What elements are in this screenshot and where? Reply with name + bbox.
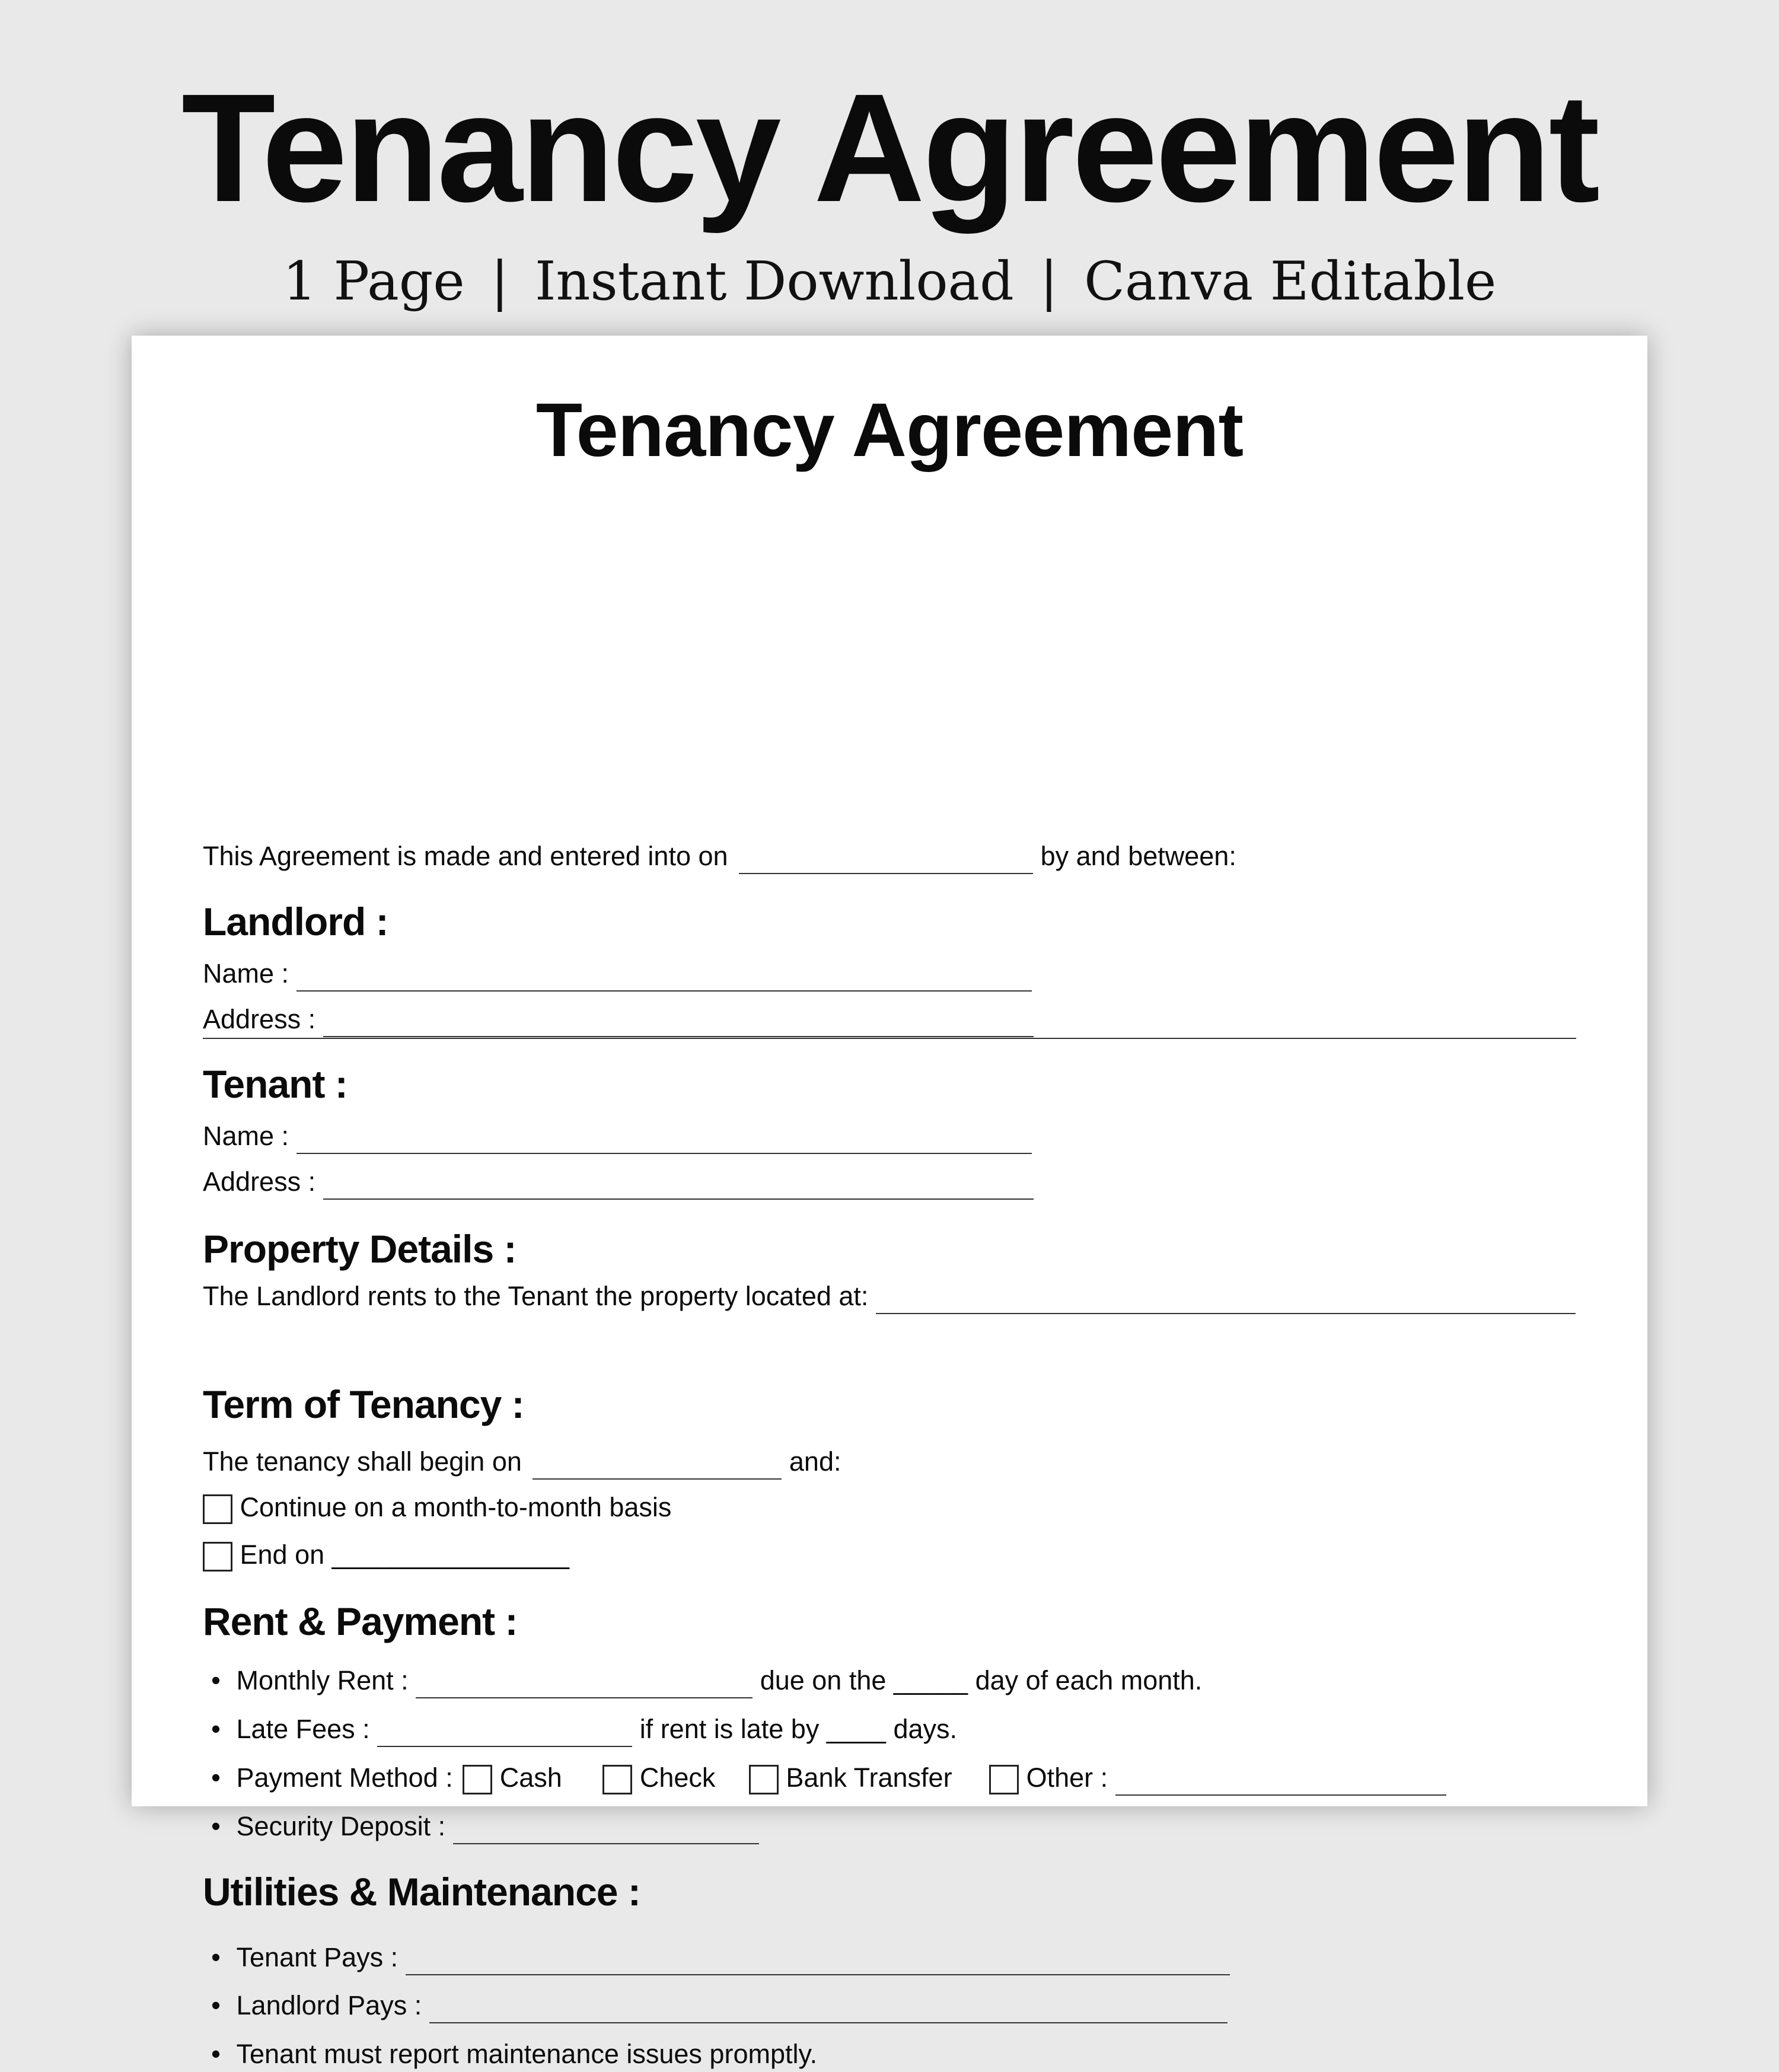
bullet: • xyxy=(211,1714,221,1744)
bullet: • xyxy=(211,2039,221,2069)
security-deposit-field[interactable] xyxy=(453,1815,759,1844)
rent-deposit-line xyxy=(203,1809,759,1844)
bullet: • xyxy=(211,1811,221,1841)
tenant-address-line xyxy=(203,1164,1034,1200)
intro-text: This Agreement is made and entered into on xyxy=(203,841,728,871)
bank-transfer-checkbox[interactable] xyxy=(749,1765,779,1794)
property-address-line-2[interactable] xyxy=(203,1038,1576,1039)
landlord-pays-field[interactable] xyxy=(429,1994,1228,2023)
landlord-name-label: Name : xyxy=(203,958,289,989)
late-mid-text: if rent is late by xyxy=(639,1714,820,1744)
hero-features xyxy=(0,249,1779,314)
agreement-sheet xyxy=(132,336,1647,2069)
term-option-end xyxy=(203,1537,569,1573)
bullet: • xyxy=(211,1942,221,1972)
rent-heading: Rent & Payment : xyxy=(203,1599,518,1643)
property-text: The Landlord rents to the Tenant the property located at: xyxy=(203,1281,869,1311)
monthly-rent-field[interactable] xyxy=(416,1669,753,1698)
other-checkbox[interactable] xyxy=(989,1765,1019,1794)
cash-checkbox[interactable] xyxy=(463,1765,492,1794)
hero-title: Tenancy Agreement xyxy=(181,62,1598,234)
monthly-due-text: due on the xyxy=(760,1665,887,1695)
bullet: • xyxy=(211,1762,221,1793)
feature-download: Instant Download xyxy=(534,250,1014,313)
month-to-month-label: Continue on a month-to-month basis xyxy=(240,1492,672,1522)
tenant-name-field[interactable] xyxy=(296,1124,1032,1154)
landlord-address-label: Address : xyxy=(203,1004,316,1034)
document-title: Tenancy Agreement xyxy=(535,388,1244,473)
month-to-month-checkbox[interactable] xyxy=(203,1494,232,1524)
term-start-date-field[interactable] xyxy=(533,1450,782,1480)
bullet: • xyxy=(211,1665,221,1695)
late-fees-label: Late Fees : xyxy=(236,1714,370,1744)
rent-method-line xyxy=(203,1760,1446,1796)
check-label: Check xyxy=(639,1762,716,1793)
term-begin-text: The tenancy shall begin on xyxy=(203,1446,522,1477)
bullet: • xyxy=(211,1990,221,2020)
landlord-pays-label: Landlord Pays : xyxy=(236,1990,422,2020)
cash-label: Cash xyxy=(499,1762,562,1793)
agreement-date-field[interactable] xyxy=(739,844,1033,874)
landlord-address-line xyxy=(203,1002,1034,1037)
term-begin-after: and: xyxy=(789,1446,841,1477)
intro-text-after: by and between: xyxy=(1040,841,1236,871)
term-heading: Term of Tenancy : xyxy=(203,1382,524,1426)
tenant-name-line xyxy=(203,1118,1032,1154)
monthly-after-text: day of each month. xyxy=(975,1665,1203,1695)
maintenance-text: Tenant must report maintenance issues promptly. xyxy=(236,2039,818,2069)
landlord-name-field[interactable] xyxy=(296,962,1032,992)
late-fees-field[interactable] xyxy=(377,1717,632,1747)
feature-pages: 1 Page xyxy=(282,250,465,313)
rent-monthly-line xyxy=(203,1663,1202,1698)
maintenance-line xyxy=(203,2036,817,2072)
tenant-address-label: Address : xyxy=(203,1166,316,1197)
check-checkbox[interactable] xyxy=(602,1765,632,1794)
feature-separator: | xyxy=(490,250,509,313)
tenant-pays-line xyxy=(203,1940,1230,1975)
utilities-heading: Utilities & Maintenance : xyxy=(203,1870,640,1914)
monthly-rent-label: Monthly Rent : xyxy=(236,1665,409,1695)
landlord-pays-line xyxy=(203,1988,1228,2023)
bank-transfer-label: Bank Transfer xyxy=(786,1762,952,1793)
tenant-pays-label: Tenant Pays : xyxy=(236,1942,398,1972)
tenant-name-label: Name : xyxy=(203,1121,289,1151)
property-address-field[interactable] xyxy=(876,1284,1576,1314)
feature-separator: | xyxy=(1040,250,1059,313)
security-deposit-label: Security Deposit : xyxy=(236,1811,446,1841)
end-date-field[interactable]: ________________ xyxy=(331,1539,570,1570)
feature-editable: Canva Editable xyxy=(1084,250,1497,313)
landlord-name-line xyxy=(203,956,1032,992)
end-on-checkbox[interactable] xyxy=(203,1542,232,1571)
landlord-address-field[interactable] xyxy=(323,1008,1034,1037)
tenant-pays-field[interactable] xyxy=(406,1946,1230,1975)
other-method-field[interactable] xyxy=(1115,1766,1446,1796)
tenant-address-field[interactable] xyxy=(323,1170,1034,1200)
term-begin-line xyxy=(203,1444,841,1480)
late-after-text: days. xyxy=(893,1714,958,1744)
tenant-heading: Tenant : xyxy=(203,1062,347,1106)
payment-method-label: Payment Method : xyxy=(236,1762,453,1793)
term-option-month xyxy=(203,1490,671,1525)
rent-late-line xyxy=(203,1711,957,1747)
property-heading: Property Details : xyxy=(203,1227,517,1271)
end-on-label: End on xyxy=(240,1539,325,1570)
due-day-field[interactable]: _____ xyxy=(893,1665,968,1695)
intro-line xyxy=(203,839,1236,874)
landlord-heading: Landlord : xyxy=(203,900,388,943)
late-days-field[interactable]: ____ xyxy=(826,1714,886,1744)
other-label: Other : xyxy=(1026,1762,1108,1793)
property-line xyxy=(203,1279,1576,1314)
